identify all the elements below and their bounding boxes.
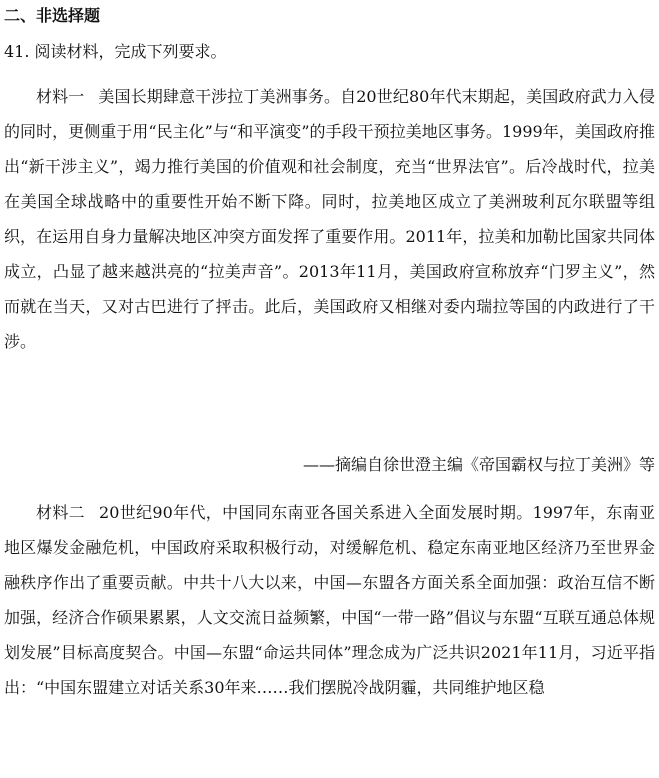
material-one-label: 材料一 [36, 87, 85, 106]
material-one-paragraph [4, 79, 655, 359]
section-title: 二、非选择题 [4, 6, 101, 25]
material-one-text: 美国长期肆意干涉拉丁美洲事务。自20世纪80年代末期起，美国政府武力入侵的同时，更侧重于用“民主化”与“和平演变”的手段干预拉美地区事务。1999年，美国政府推出“新干涉主义”，竭力推行美国的价值观和社会制度，充当“世界法官”。后冷战时代，拉美在美国全球战略中的重要性开始不断下降。同时，拉美地区成立了美洲玻利瓦尔联盟等组织，在运用自身力量解决地区冲突方面发挥了重要作用。2011年，拉美和加勒比国家共同体成立，凸显了越来越洪亮的“拉美声音”。2013年11月，美国政府宣称放弃“门罗主义”，然而就在当天，又对古巴进行了抨击。此后，美国政府又相继对委内瑞拉等国的内政进行了干涉。 [4, 87, 655, 351]
material-two-text: 20世纪90年代，中国同东南亚各国关系进入全面发展时期。1997年，东南亚地区爆发金融危机，中国政府采取积极行动，对缓解危机、稳定东南亚地区经济乃至世界金融秩序作出了重要贡献。中共十八大以来，中国—东盟各方面关系全面加强：政治互信不断加强，经济合作硕果累累，人文交流日益频繁，中国“一带一路”倡议与东盟“互联互通总体规划发展”目标高度契合。中国—东盟“命运共同体”理念成为广泛共识2021年11月，习近平指出：“中国东盟建立对话关系30年来……我们摆脱冷战阴霾，共同维护地区稳 [4, 503, 655, 697]
question-prompt: 41. 阅读材料，完成下列要求。 [4, 42, 227, 61]
material-two-label: 材料二 [36, 503, 86, 522]
material-two-paragraph [4, 495, 655, 705]
material-one-source: ——摘编自徐世澄主编《帝国霸权与拉丁美洲》等 [302, 455, 655, 474]
